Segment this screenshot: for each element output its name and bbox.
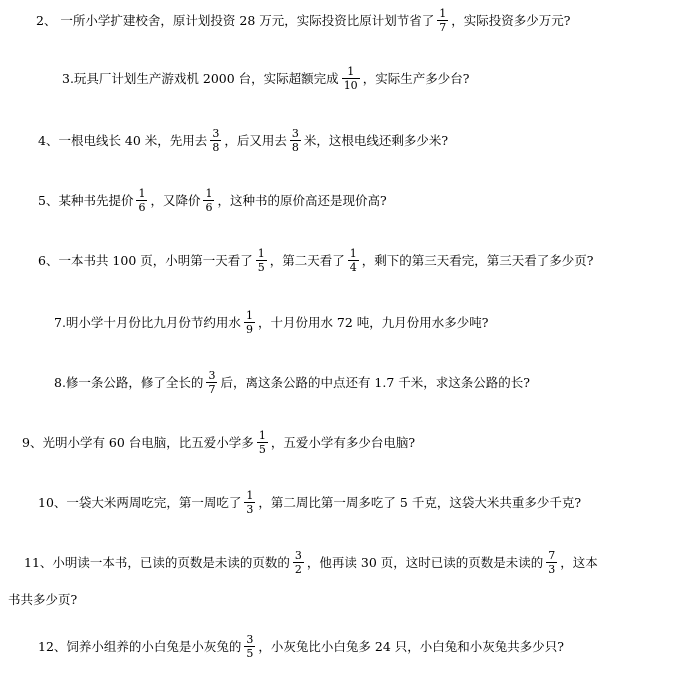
fraction: $\frac{1}{4}$ [349,246,357,274]
question-text: 后，离这条公路的中点还有 1.7 千米，求这条公路的长? [220,375,530,390]
fraction: $\frac{1}{5}$ [258,428,266,456]
fraction: $\frac{1}{3}$ [246,488,254,516]
question-text: 10、一袋大米两周吃完，第一周吃了 [38,495,242,510]
question-text: 2、 一所小学扩建校舍，原计划投资 28 万元，实际投资比原计划节省了 [36,13,435,28]
fraction: $\frac{1}{10}$ [343,64,358,92]
question-6 [38,240,593,280]
question-2 [36,0,570,40]
question-text: 米，这根电线还剩多少米? [303,133,449,148]
question-text: 8.修一条公路，修了全长的 [54,375,204,390]
question-text: ，这种书的原价高还是现价高? [217,193,387,208]
question-text: ，后又用去 [224,133,287,148]
question-text: ，剩下的第三天看完，第三天看了多少页? [361,253,594,268]
question-text: ，第二天看了 [269,253,345,268]
question-4 [38,120,448,160]
fraction: $\frac{3}{5}$ [246,632,254,660]
question-8 [54,362,530,402]
question-text: ，这本 [560,555,598,570]
question-text: 3.玩具厂计划生产游戏机 2000 台，实际超额完成 [62,71,339,86]
question-10 [38,482,581,522]
question-text: ，又降价 [150,193,201,208]
question-text: 9、光明小学有 60 台电脑，比五爱小学多 [22,435,254,450]
question-12 [38,626,564,666]
question-text: 4、一根电线长 40 米，先用去 [38,133,208,148]
question-text: 7.明小学十月份比九月份节约用水 [54,315,241,330]
question-11-continuation: 书共多少页? [8,592,78,607]
fraction: $\frac{1}{6}$ [205,186,213,214]
question-text: ，实际投资多少万元? [451,13,571,28]
question-text: ，十月份用水 72 吨，九月份用水多少吨? [257,315,489,330]
question-text: 12、饲养小组养的小白兔是小灰兔的 [38,639,242,654]
question-7 [54,302,489,342]
question-3 [62,58,469,98]
question-11 [24,542,598,582]
question-text: 6、一本书共 100 页，小明第一天看了 [38,253,253,268]
fraction: $\frac{3}{2}$ [294,548,302,576]
fraction: $\frac{3}{8}$ [291,126,299,154]
question-text: ，他再读 30 页，这时已读的页数是未读的 [306,555,544,570]
question-text: ，五爱小学有多少台电脑? [270,435,416,450]
question-9 [22,422,415,462]
fraction: $\frac{1}{5}$ [257,246,265,274]
question-text: 5、某种书先提价 [38,193,134,208]
fraction: $\frac{3}{7}$ [208,368,216,396]
question-text: ，实际生产多少台? [362,71,470,86]
fraction: $\frac{1}{6}$ [138,186,146,214]
fraction: $\frac{1}{7}$ [439,6,447,34]
fraction: $\frac{7}{3}$ [548,548,556,576]
question-5 [38,180,387,220]
fraction: $\frac{1}{9}$ [245,308,253,336]
fraction: $\frac{3}{8}$ [212,126,220,154]
question-text: ，小灰兔比小白兔多 24 只，小白兔和小灰兔共多少只? [258,639,564,654]
question-text: ，第二周比第一周多吃了 5 千克，这袋大米共重多少千克? [258,495,582,510]
question-text: 11、小明读一本书，已读的页数是未读的页数的 [24,555,290,570]
